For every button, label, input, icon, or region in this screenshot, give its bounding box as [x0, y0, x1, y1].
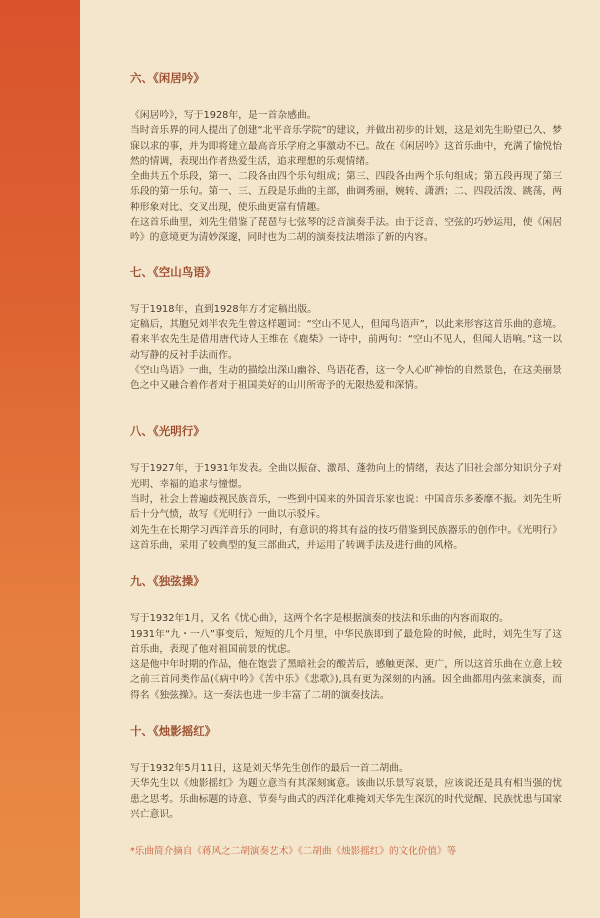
section-heading: 六、《闲居吟》 [130, 71, 205, 85]
paragraph: 写于1932年5月11日，这是刘天华先生创作的最后一首二胡曲。 [130, 763, 409, 775]
source-footnote: *乐曲简介摘自《蒋风之二胡演奏艺术》《二胡曲《烛影摇红》的文化价值》等 [130, 846, 457, 858]
paragraph: 定稿后，其胞兄刘半农先生曾这样题词：“空山不见人，但闻鸟语声”，以此来形容这首乐曲的意境。看来半农先生是借用唐代诗人王维在《鹿柴》一诗中，前两句：“空山不见人，但闻人语响。”这一以动写静的反衬手法而作。 [130, 318, 562, 361]
paragraph: 《闲居吟》，写于1928年，是一首杂感曲。 [130, 110, 317, 121]
paragraph: 写于1932年1月，又名《忧心曲》，这两个名字是根据演奏的技法和乐曲的内容而取的。 [130, 613, 509, 625]
section-heading: 九、《独弦操》 [130, 574, 205, 589]
paragraph: 《空山鸟语》一曲，生动的描绘出深山幽谷、鸟语花香，这一令人心旷神怡的自然景色，在这美丽景色之中又融合着作者对于祖国美好的山川所寄予的无限热爱和深情。 [130, 364, 562, 392]
section-xian-ju-yin [130, 70, 562, 246]
section-heading: 八、《光明行》 [130, 424, 205, 439]
paragraph: 在这首乐曲里，刘先生借鉴了琵琶与七弦琴的泛音演奏手法。由于泛音、空弦的巧妙运用，使《闲居吟》的意境更为清妙深邃，同时也为二胡的演奏技法增添了新的内容。 [130, 217, 562, 244]
paragraph: 写于1918年，直到1928年方才定稿出版。 [130, 303, 318, 315]
content-column [130, 70, 562, 859]
section-kong-shan-niao-yu [130, 264, 562, 394]
paragraph: 全曲共五个乐段，第一、二段各由四个乐句组成；第三、四段各由两个乐句组成；第五段再现了第三乐段的第一乐句。第一、三、五段是乐曲的主部，曲调秀丽，婉转、潇洒；二、四段活泼、跳荡，两种形象对比、交叉出现，使乐曲更富有情趣。 [130, 171, 562, 213]
section-du-xian-cao [130, 573, 562, 703]
paragraph: 当时音乐界的同人提出了创建“北平音乐学院”的建议，并做出初步的计划，这是刘先生盼望已久、梦寐以求的事，并为即将建立最高音乐学府之事激动不已。故在《闲居吟》这首乐曲中，充满了愉悦怡然的情调，表现出作者热爱生活，追求理想的乐观情绪。 [130, 125, 562, 167]
paragraph: 天华先生以《烛影摇红》为题立意当有其深刻寓意。该曲以乐景写哀景，应该说还是具有相当强的忧患之思考。乐曲标题的诗意、节奏与曲式的西洋化难掩刘天华先生深沉的时代觉醒、民族忧患与国家兴亡意识。 [130, 778, 562, 820]
section-heading: 十、《烛影摇红》 [130, 724, 217, 739]
section-guang-ming-xing [130, 423, 562, 553]
paragraph: 这是他中年时期的作品，他在饱尝了黑暗社会的酸苦后，感触更深、更广，所以这首乐曲在立意上较之前三首同类作品(《病中吟》《苦中乐》《悲歌》),具有更为深刻的内涵。因全曲都用内弦来演奏，而得名《独弦操》。这一奏法也进一步丰富了二胡的演奏技法。 [130, 659, 562, 701]
section-zhu-ying-yao-hong [130, 723, 562, 822]
decorative-side-band [0, 0, 80, 918]
paragraph: 写于1927年，于1931年发表。全曲以振奋、激昂、蓬勃向上的情绪，表达了旧社会部分知识分子对光明、幸福的追求与憧憬。 [130, 463, 562, 490]
paragraph: 当时，社会上普遍歧视民族音乐，一些到中国来的外国音乐家也说：中国音乐多萎靡不振。刘先生听后十分气愤，故写《光明行》一曲以示驳斥。 [130, 494, 562, 521]
paragraph: 1931年“九・一八”事变后，短短的几个月里，中华民族即到了最危险的时候，此时，刘先生写了这首乐曲，表现了他对祖国前景的忧虑。 [130, 628, 562, 655]
paragraph: 刘先生在长期学习西洋音乐的同时，有意识的将其有益的技巧借鉴到民族器乐的创作中。《光明行》这首乐曲，采用了较典型的复三部曲式，并运用了转调手法及进行曲的风格。 [130, 524, 562, 551]
section-heading: 七、《空山鸟语》 [130, 264, 217, 279]
